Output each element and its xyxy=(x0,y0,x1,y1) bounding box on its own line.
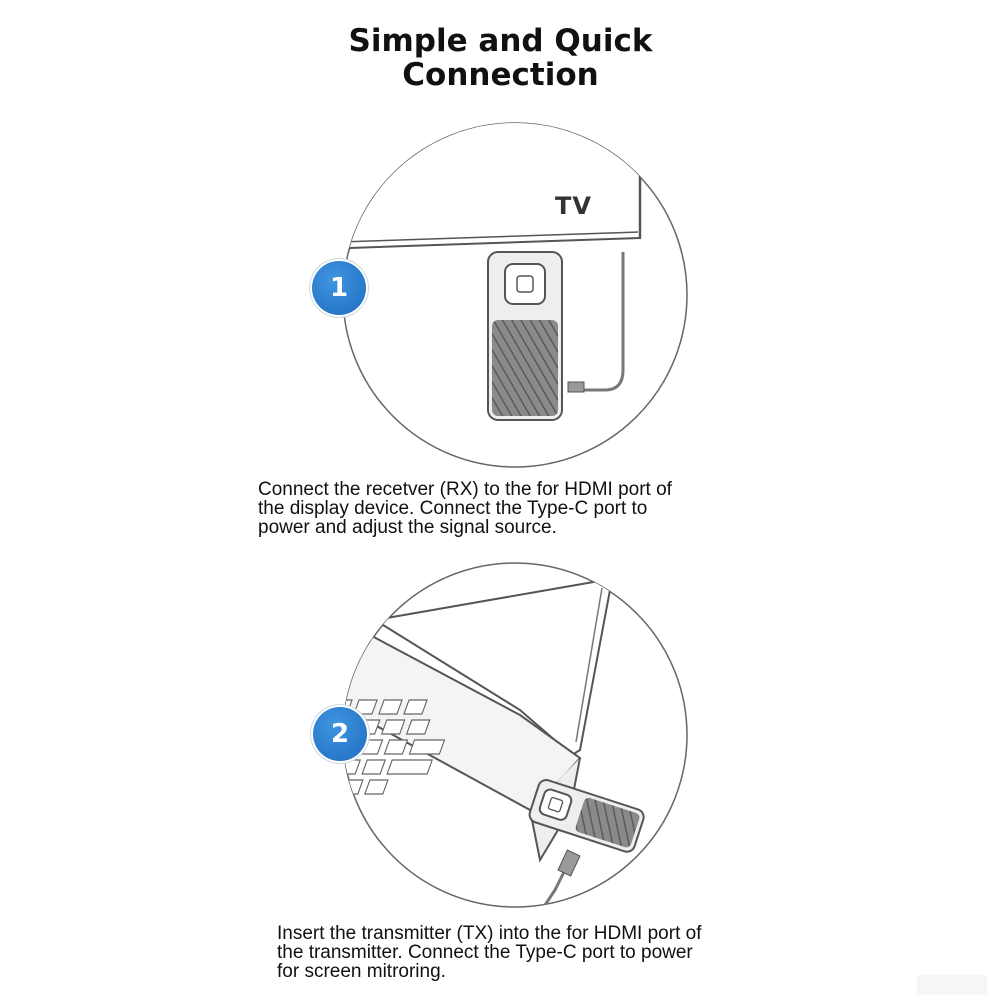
step-1-caption-line-1: Connect the recetver (RX) to the for HDMI port of xyxy=(258,479,672,500)
step-2-caption-line-1: Insert the transmitter (TX) into the for HDMI port of xyxy=(277,923,702,944)
step-2-caption-line-3: for screen mitroring. xyxy=(277,961,446,982)
title-line-2: Connection xyxy=(402,57,599,93)
tv-screen xyxy=(340,120,640,250)
step-1-badge: 1 xyxy=(312,261,366,315)
step-2-badge: 2 xyxy=(313,707,367,761)
tv-label: TV xyxy=(555,192,592,220)
step-1-caption xyxy=(258,480,672,537)
receiver-tv-illustration xyxy=(340,120,690,470)
step-1-caption-line-3: power and adjust the signal source. xyxy=(258,517,557,538)
step-2-caption-line-2: the transmitter. Connect the Type-C port to power xyxy=(277,942,693,963)
power-button-icon xyxy=(505,264,545,304)
page-title xyxy=(0,24,1001,92)
watermark xyxy=(917,975,987,995)
receiver-dongle xyxy=(488,252,562,420)
step-2-caption xyxy=(277,924,701,981)
step-1-caption-line-2: the display device. Connect the Type-C port to xyxy=(258,498,648,519)
transmitter-laptop-illustration xyxy=(340,560,690,910)
title-line-1: Simple and Quick xyxy=(348,23,653,59)
